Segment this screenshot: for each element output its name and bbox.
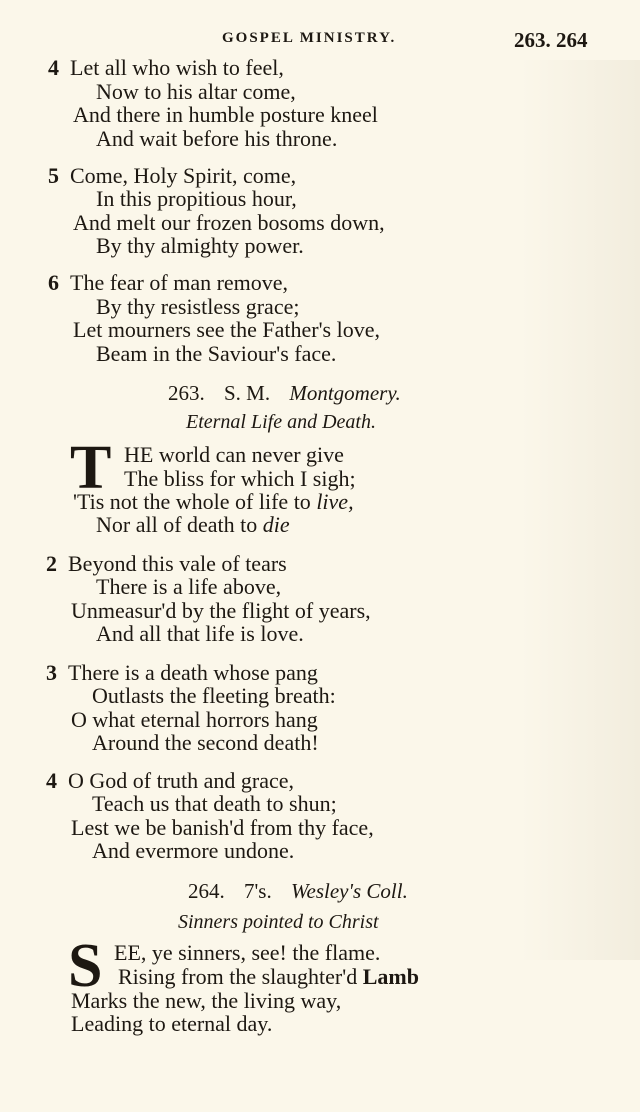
verse-number: 5 (48, 163, 59, 188)
verse-line: Now to his altar come, (96, 79, 296, 104)
verse-line: By thy resistless grace; (96, 294, 300, 319)
drop-cap: S (68, 932, 103, 1000)
hymn-author: Wesley's Coll. (290, 879, 408, 903)
verse-line: Rising from the slaughter'd Lamb (118, 964, 419, 989)
verse-line: And wait before his throne. (96, 126, 338, 151)
verse-line: There is a death whose pang (68, 660, 318, 685)
hymn-subject: Eternal Life and Death. (186, 411, 376, 433)
verse-line: Let mourners see the Father's love, (73, 317, 380, 342)
verse-line: EE, ye sinners, see! the flame. (114, 940, 381, 965)
verse-line: Marks the new, the living way, (71, 988, 342, 1013)
verse-line: Teach us that death to shun; (92, 791, 337, 816)
verse-line: Nor all of death to die (96, 512, 290, 537)
hymn-heading (188, 879, 408, 904)
verse-line: The fear of man remove, (70, 270, 289, 295)
verse-line: Lest we be banish'd from thy face, (71, 815, 374, 840)
hymn-meter: 7's. (244, 879, 272, 903)
verse-line: By thy almighty power. (96, 233, 304, 258)
verse-line: Beam in the Saviour's face. (96, 341, 337, 366)
verse-line: The bliss for which I sigh; (124, 466, 356, 491)
verse-line: Beyond this vale of tears (68, 551, 287, 576)
bleed-through-shadow (520, 60, 640, 960)
verse-line: And there in humble posture kneel (73, 102, 378, 127)
page-numbers: 263. 264 (514, 28, 588, 52)
verse-line: Leading to eternal day. (71, 1011, 273, 1036)
drop-cap: T (70, 434, 112, 502)
verse-line: Unmeasur'd by the flight of years, (71, 598, 371, 623)
hymn-number: 264. (188, 879, 225, 903)
running-head (0, 28, 640, 52)
verse-line: And all that life is love. (96, 621, 304, 646)
hymn-author: Montgomery. (289, 381, 401, 405)
verse-line: Around the second death! (92, 730, 319, 755)
verse-line: Come, Holy Spirit, come, (70, 163, 297, 188)
verse-line: Let all who wish to feel, (70, 55, 284, 80)
verse-line: In this propitious hour, (96, 186, 297, 211)
verse-line: And evermore undone. (92, 838, 295, 863)
verse-number: 4 (46, 768, 57, 793)
hymn-meter: S. M. (224, 381, 271, 405)
running-head-title: GOSPEL MINISTRY. (222, 30, 397, 46)
hymn-subject: Sinners pointed to Christ (178, 911, 379, 933)
verse-line: 'Tis not the whole of life to live, (73, 489, 354, 514)
verse-number: 2 (46, 551, 57, 576)
verse-number: 6 (48, 270, 59, 295)
verse-line: O God of truth and grace, (68, 768, 295, 793)
verse-line: And melt our frozen bosoms down, (73, 210, 385, 235)
verse-line: Outlasts the fleeting breath: (92, 683, 336, 708)
hymn-heading (168, 381, 401, 406)
verse-line: HE world can never give (124, 442, 344, 467)
verse-number: 3 (46, 660, 57, 685)
verse-line: O what eternal horrors hang (71, 707, 318, 732)
hymn-number: 263. (168, 381, 205, 405)
verse-line: There is a life above, (96, 574, 282, 599)
verse-number: 4 (48, 55, 59, 80)
